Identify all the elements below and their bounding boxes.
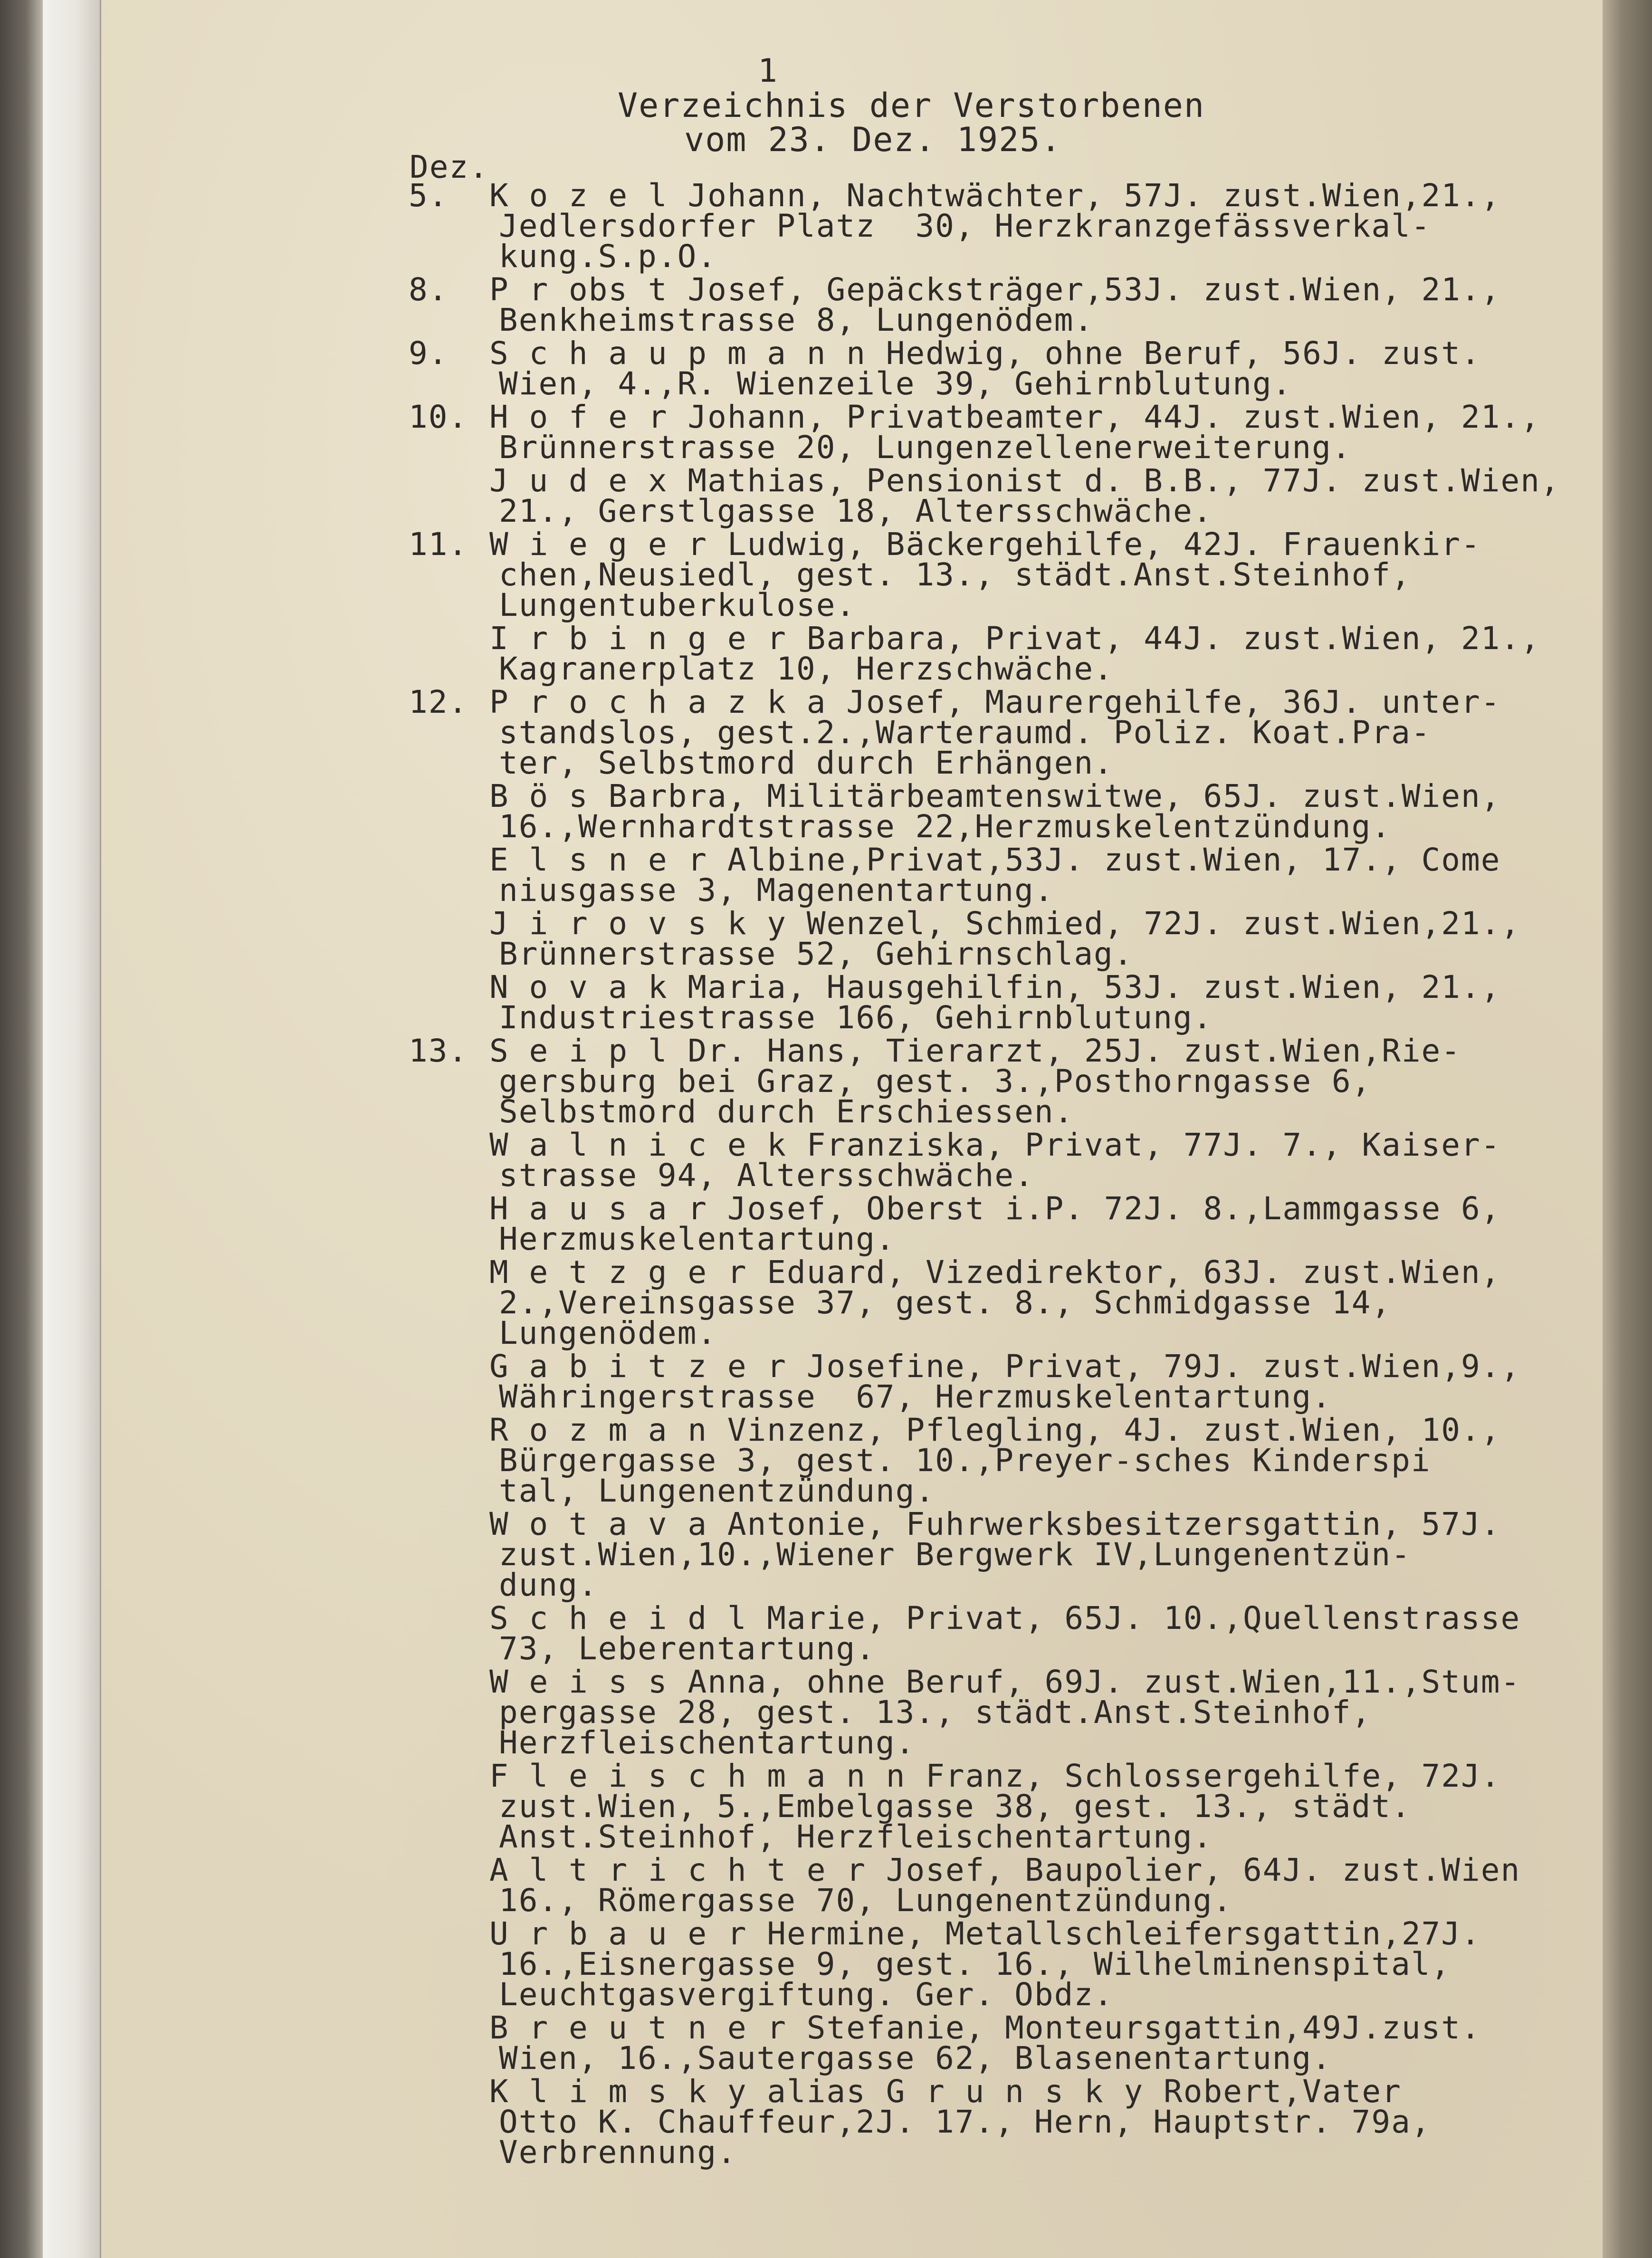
entry-name-line: G a b i t z e r Josefine, Privat, 79J. zust.Wien,9., xyxy=(489,1348,1521,1385)
entry-detail-line: Anst.Steinhof, Herzfleischentartung. xyxy=(499,1818,1213,1855)
document-date: vom 23. Dez. 1925. xyxy=(684,120,1062,159)
entry-name-line: A l t r i c h t e r Josef, Baupolier, 64J. zust.Wien xyxy=(489,1852,1521,1888)
entry-name-line: R o z m a n Vinzenz, Pflegling, 4J. zust.Wien, 10., xyxy=(489,1412,1501,1448)
entry-detail-line: Jedlersdorfer Platz 30, Herzkranzgefässverkal- xyxy=(499,208,1431,244)
entry-detail-line: Bürgergasse 3, gest. 10.,Preyer-sches Kinderspi xyxy=(499,1442,1431,1479)
entry-detail-line: Verbrennung. xyxy=(499,2134,737,2171)
entry-name-line: U r b a u e r Hermine, Metallschleifersgattin,27J. xyxy=(489,1915,1481,1952)
entry-detail-line: 2.,Vereinsgasse 37, gest. 8., Schmidgasse 14, xyxy=(499,1284,1392,1321)
binding-tape xyxy=(43,0,101,2258)
entry-detail-line: standslos, gest.2.,Warteraumd. Poliz. Koat.Pra- xyxy=(499,714,1431,751)
entry-name-line: W o t a v a Antonie, Fuhrwerksbesitzersgattin, 57J. xyxy=(489,1506,1501,1542)
entry-name-line: S e i p l Dr. Hans, Tierarzt, 25J. zust.Wien,Rie- xyxy=(489,1033,1461,1069)
entry-detail-line: 16.,Wernhardtstrasse 22,Herzmuskelentzündung. xyxy=(499,808,1392,845)
entry-name-line: B r e u t n e r Stefanie, Monteursgattin,49J.zust. xyxy=(489,2009,1481,2046)
entry-detail-line: ter, Selbstmord durch Erhängen. xyxy=(499,745,1114,781)
entry-day: 10. xyxy=(409,399,468,435)
entry-detail-line: pergasse 28, gest. 13., städt.Anst.Steinhof, xyxy=(499,1694,1372,1731)
entry-name-line: F l e i s c h m a n n Franz, Schlossergehilfe, 72J. xyxy=(489,1758,1501,1794)
entry-detail-line: zust.Wien,10.,Wiener Bergwerk IV,Lungenentzün- xyxy=(499,1536,1411,1573)
entry-detail-line: gersburg bei Graz, gest. 3.,Posthorngasse 6, xyxy=(499,1063,1372,1100)
entry-detail-line: Wien, 4.,R. Wienzeile 39, Gehirnblutung. xyxy=(499,365,1292,402)
entry-day: 9. xyxy=(409,335,449,372)
entry-name-line: E l s n e r Albine,Privat,53J. zust.Wien, 17., Come xyxy=(489,842,1501,878)
entry-detail-line: tal, Lungenentzündung. xyxy=(499,1473,936,1509)
entry-day: 11. xyxy=(409,526,468,563)
page-number: 1 xyxy=(758,52,778,90)
entry-detail-line: dung. xyxy=(499,1567,598,1603)
entry-name-line: J i r o v s k y Wenzel, Schmied, 72J. zust.Wien,21., xyxy=(489,905,1521,942)
entry-name-line: B ö s Barbra, Militärbeamtenswitwe, 65J. zust.Wien, xyxy=(489,778,1501,814)
entry-name-line: P r o c h a z k a Josef, Maurergehilfe, 36J. unter- xyxy=(489,684,1501,720)
entry-name-line: J u d e x Mathias, Pensionist d. B.B., 77J. zust.Wien, xyxy=(489,462,1560,499)
entry-detail-line: Industriestrasse 166, Gehirnblutung. xyxy=(499,999,1213,1036)
month-label: Dez. xyxy=(410,149,489,185)
entry-day: 8. xyxy=(409,271,449,308)
entry-detail-line: 21., Gerstlgasse 18, Altersschwäche. xyxy=(499,493,1213,529)
entry-detail-line: Selbstmord durch Erschiessen. xyxy=(499,1093,1074,1130)
entry-day: 13. xyxy=(409,1033,468,1069)
entry-detail-line: Brünnerstrasse 52, Gehirnschlag. xyxy=(499,936,1134,972)
entry-detail-line: 16.,Eisnergasse 9, gest. 16., Wilhelminenspital, xyxy=(499,1946,1451,1982)
document-title: Verzeichnis der Verstorbenen xyxy=(618,86,1205,125)
entry-detail-line: 73, Leberentartung. xyxy=(499,1630,876,1667)
entry-detail-line: Wien, 16.,Sautergasse 62, Blasenentartung. xyxy=(499,2040,1332,2076)
entry-name-line: M e t z g e r Eduard, Vizedirektor, 63J. zust.Wien, xyxy=(489,1254,1501,1291)
entry-detail-line: Kagranerplatz 10, Herzschwäche. xyxy=(499,651,1114,687)
entry-detail-line: Leuchtgasvergiftung. Ger. Obdz. xyxy=(499,1976,1114,2013)
entry-detail-line: Herzfleischentartung. xyxy=(499,1724,916,1761)
entry-detail-line: strasse 94, Altersschwäche. xyxy=(499,1157,1034,1194)
entry-detail-line: Lungenödem. xyxy=(499,1315,717,1351)
entry-detail-line: zust.Wien, 5.,Embelgasse 38, gest. 13., städt. xyxy=(499,1788,1411,1825)
entry-name-line: W e i s s Anna, ohne Beruf, 69J. zust.Wien,11.,Stum- xyxy=(489,1664,1521,1700)
entry-detail-line: kung.S.p.O. xyxy=(499,238,717,275)
entry-day: 12. xyxy=(409,684,468,720)
entry-name-line: H a u s a r Josef, Oberst i.P. 72J. 8.,Lammgasse 6, xyxy=(489,1190,1501,1227)
entry-name-line: P r obs t Josef, Gepäcksträger,53J. zust.Wien, 21., xyxy=(489,271,1501,308)
entry-detail-line: chen,Neusiedl, gest. 13., städt.Anst.Steinhof, xyxy=(499,556,1411,593)
entry-detail-line: niusgasse 3, Magenentartung. xyxy=(499,872,1054,909)
book-binding xyxy=(0,0,43,2258)
entry-name-line: K l i m s k y alias G r u n s k y Robert,Vater xyxy=(489,2073,1402,2110)
entry-day: 5. xyxy=(409,177,449,214)
entry-name-line: N o v a k Maria, Hausgehilfin, 53J. zust.Wien, 21., xyxy=(489,969,1501,1005)
page-edge xyxy=(1603,0,1652,2258)
entry-name-line: W a l n i c e k Franziska, Privat, 77J. 7., Kaiser- xyxy=(489,1127,1501,1163)
entry-detail-line: Brünnerstrasse 20, Lungenzellenerweiterung. xyxy=(499,429,1352,466)
entry-name-line: S c h a u p m a n n Hedwig, ohne Beruf, 56J. zust. xyxy=(489,335,1481,372)
entry-detail-line: Herzmuskelentartung. xyxy=(499,1221,896,1257)
entry-name-line: S c h e i d l Marie, Privat, 65J. 10.,Quellenstrasse xyxy=(489,1600,1521,1636)
entry-detail-line: Otto K. Chauffeur,2J. 17., Hern, Hauptstr. 79a, xyxy=(499,2104,1431,2140)
entry-detail-line: 16., Römergasse 70, Lungenentzündung. xyxy=(499,1882,1233,1919)
entry-detail-line: Lungentuberkulose. xyxy=(499,587,856,623)
entry-name-line: W i e g e r Ludwig, Bäckergehilfe, 42J. Frauenkir- xyxy=(489,526,1481,563)
entry-detail-line: Währingerstrasse 67, Herzmuskelentartung. xyxy=(499,1378,1332,1415)
entry-name-line: K o z e l Johann, Nachtwächter, 57J. zust.Wien,21., xyxy=(489,177,1501,214)
entry-name-line: I r b i n g e r Barbara, Privat, 44J. zust.Wien, 21., xyxy=(489,620,1540,657)
entry-name-line: H o f e r Johann, Privatbeamter, 44J. zust.Wien, 21., xyxy=(489,399,1540,435)
entry-detail-line: Benkheimstrasse 8, Lungenödem. xyxy=(499,302,1094,338)
